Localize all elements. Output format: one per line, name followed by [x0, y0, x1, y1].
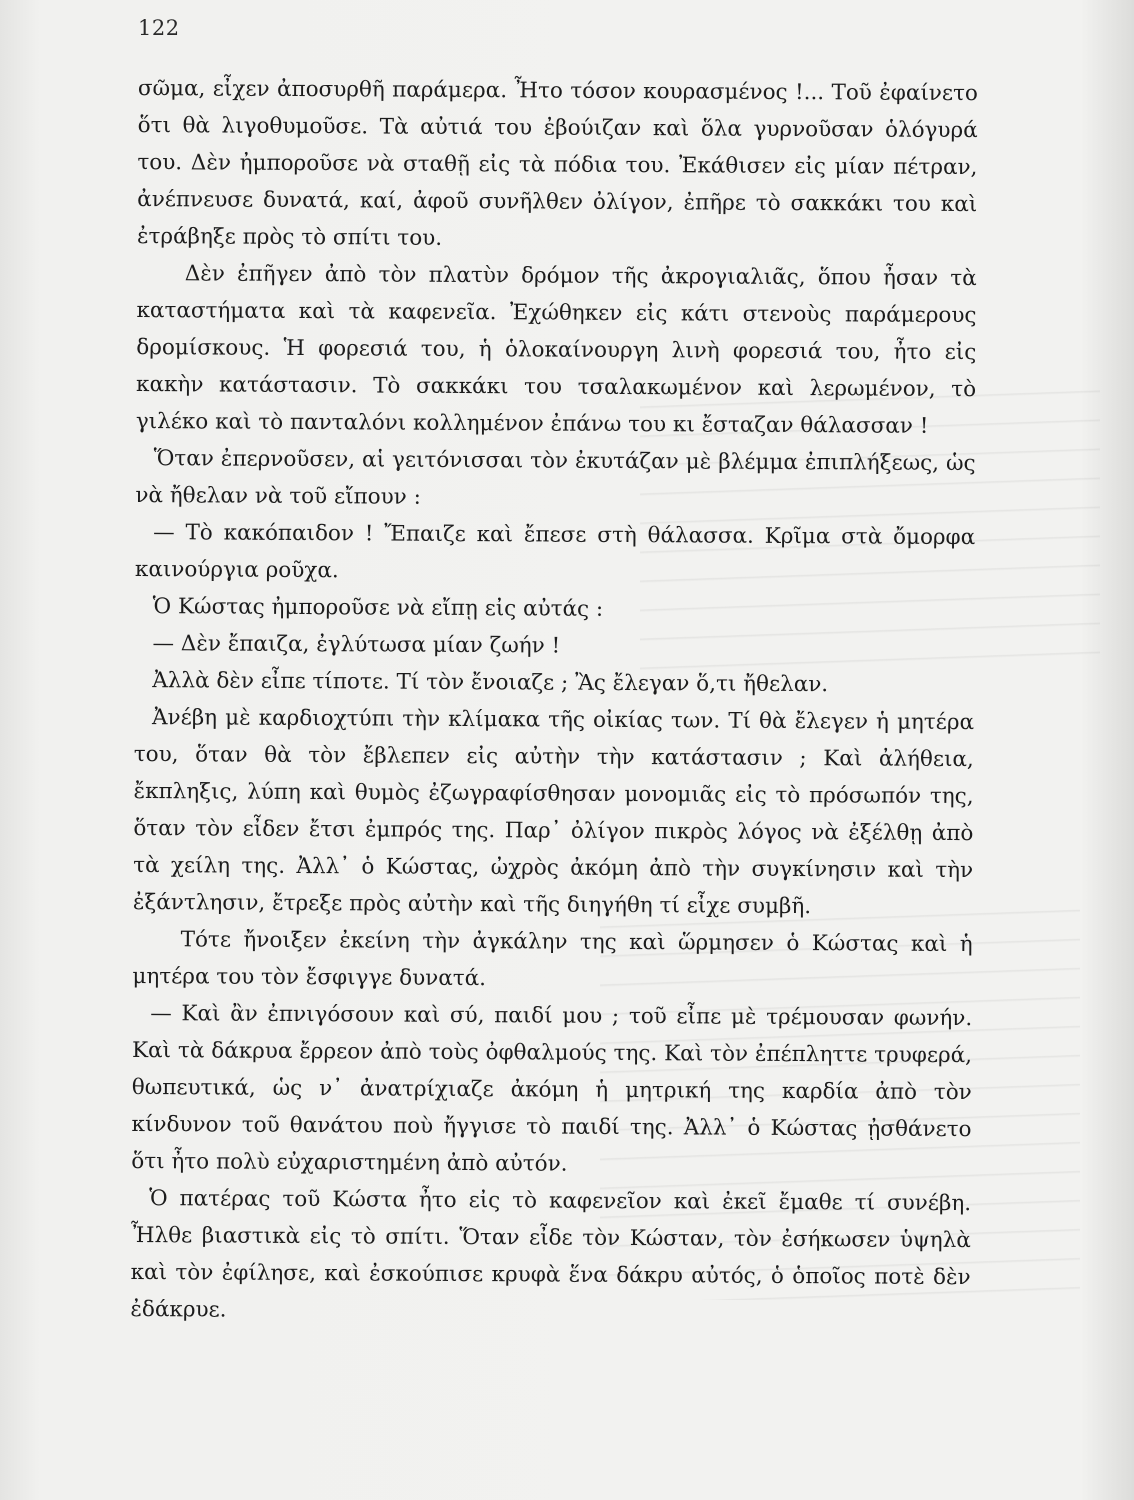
paragraph-6: — Δὲν ἔπαιζα, ἐγλύτωσα μίαν ζωήν !: [152, 631, 561, 659]
paragraph-5: Ὁ Κώστας ἠμποροῦσε νὰ εἴπῃ εἰς αὐτάς :: [152, 594, 604, 622]
paragraph-9: Τότε ἤνοιξεν ἐκείνη τὴν ἀγκάλην της καὶ ὥρμησεν ὁ Κώστας καὶ ἡ μητέρα του τὸν ἔσφιγγε δυνατά.: [132, 927, 973, 992]
body-text: [130, 70, 978, 1333]
paragraph-8: Ἀνέβη μὲ καρδιοχτύπι τὴν κλίμακα τῆς οἰκίας των. Τί θὰ ἔλεγεν ἡ μητέρα του, ὅταν θὰ τὸν ἔβλεπεν εἰς αὐτὴν τὴν κατάστασιν ; Καὶ ἀλήθεια, ἔκπληξις, λύπη καὶ θυμὸς ἐζωγραφίσθησαν μονομιᾶς εἰς τὸ πρόσωπόν της, ὅταν τὸν εἶδεν ἔτσι ἐμπρός της. Παρ᾽ ὀλίγον πικρὸς λόγος νὰ ἐξέλθῃ ἀπὸ τὰ χείλη της. Ἀλλ᾽ ὁ Κώστας, ὠχρὸς ἀκόμη ἀπὸ τὴν συγκίνησιν καὶ τὴν ἐξάντλησιν, ἔτρεξε πρὸς αὐτὴν καὶ τῆς διηγήθη τί εἶχε συμβῆ.: [132, 705, 975, 920]
paragraph-3: Ὅταν ἐπερνοῦσεν, αἱ γειτόνισσαι τὸν ἐκυτάζαν μὲ βλέμμα ἐπιπλήξεως, ὡς νὰ ἤθελαν νὰ τοῦ εἴπουν :: [135, 446, 976, 510]
page-number: 122: [138, 16, 180, 40]
paragraph-2: Δὲν ἐπῆγεν ἀπὸ τὸν πλατὺν δρόμον τῆς ἀκρογιαλιᾶς, ὅπου ἦσαν τὰ καταστήματα καὶ τὰ καφενεῖα. Ἐχώθηκεν εἰς κάτι στενοὺς παράμερους δρομίσκους. Ἡ φορεσιά του, ἡ ὁλοκαίνουργη λινὴ φορεσιά του, ἦτο εἰς κακὴν κατάστασιν. Τὸ σακκάκι του τσαλακωμένον καὶ λερωμένον, τὸ γιλέκο καὶ τὸ πανταλόνι κολλημένον ἐπάνω του κι ἔσταζαν θάλασσαν !: [135, 261, 977, 439]
paragraph-7: Ἀλλὰ δὲν εἶπε τίποτε. Τί τὸν ἔνοιαζε ; Ἂς ἔλεγαν ὅ,τι ἤθελαν.: [152, 668, 829, 698]
paragraph-11: Ὁ πατέρας τοῦ Κώστα ἦτο εἰς τὸ καφενεῖον καὶ ἐκεῖ ἔμαθε τί συνέβη. Ἦλθε βιαστικὰ εἰς τὸ σπίτι. Ὅταν εἶδε τὸν Κώσταν, τὸν ἐσήκωσεν ὑψηλὰ καὶ τὸν ἐφίλησε, καὶ ἐσκούπισε κρυφὰ ἕνα δάκρυ αὐτός, ὁ ὁποῖος ποτὲ δὲν ἐδάκρυε.: [130, 1186, 972, 1323]
paragraph-10: — Καὶ ἂν ἐπνιγόσουν καὶ σύ, παιδί μου ; τοῦ εἶπε μὲ τρέμουσαν φωνήν. Καὶ τὰ δάκρυα ἔρρεον ἀπὸ τοὺς ὀφθαλμούς της. Καὶ τὸν ἐπέπληττε τρυφερά, θωπευτικά, ὡς ν᾽ ἀνατρίχιαζε ἀκόμη ἡ μητρική της καρδία ἀπὸ τὸν κίνδυνον τοῦ θανάτου ποὺ ἤγγισε τὸ παιδί της. Ἀλλ᾽ ὁ Κώστας ᾐσθάνετο ὅτι ἦτο πολὺ εὐχαριστημένη ἀπὸ αὐτόν.: [131, 1001, 973, 1177]
paragraph-1: σῶμα, εἶχεν ἀποσυρθῆ παράμερα. Ἦτο τόσον κουρασμένος !... Τοῦ ἐφαίνετο ὅτι θὰ λιγοθυμοῦσε. Τὰ αὐτιά του ἐβούιζαν καὶ ὅλα γυρνοῦσαν ὁλόγυρά του. Δὲν ἠμποροῦσε νὰ σταθῇ εἰς τὰ πόδια του. Ἐκάθισεν εἰς μίαν πέτραν, ἀνέπνευσε δυνατά, καί, ἀφοῦ συνῆλθεν ὀλίγον, ἐπῆρε τὸ σακκάκι του καὶ ἐτράβηξε πρὸς τὸ σπίτι του.: [136, 75, 978, 251]
paragraph-4: — Τὸ κακόπαιδον ! Ἔπαιζε καὶ ἔπεσε στὴ θάλασσα. Κρῖμα στὰ ὄμορφα καινούργια ροῦχα.: [134, 520, 976, 584]
